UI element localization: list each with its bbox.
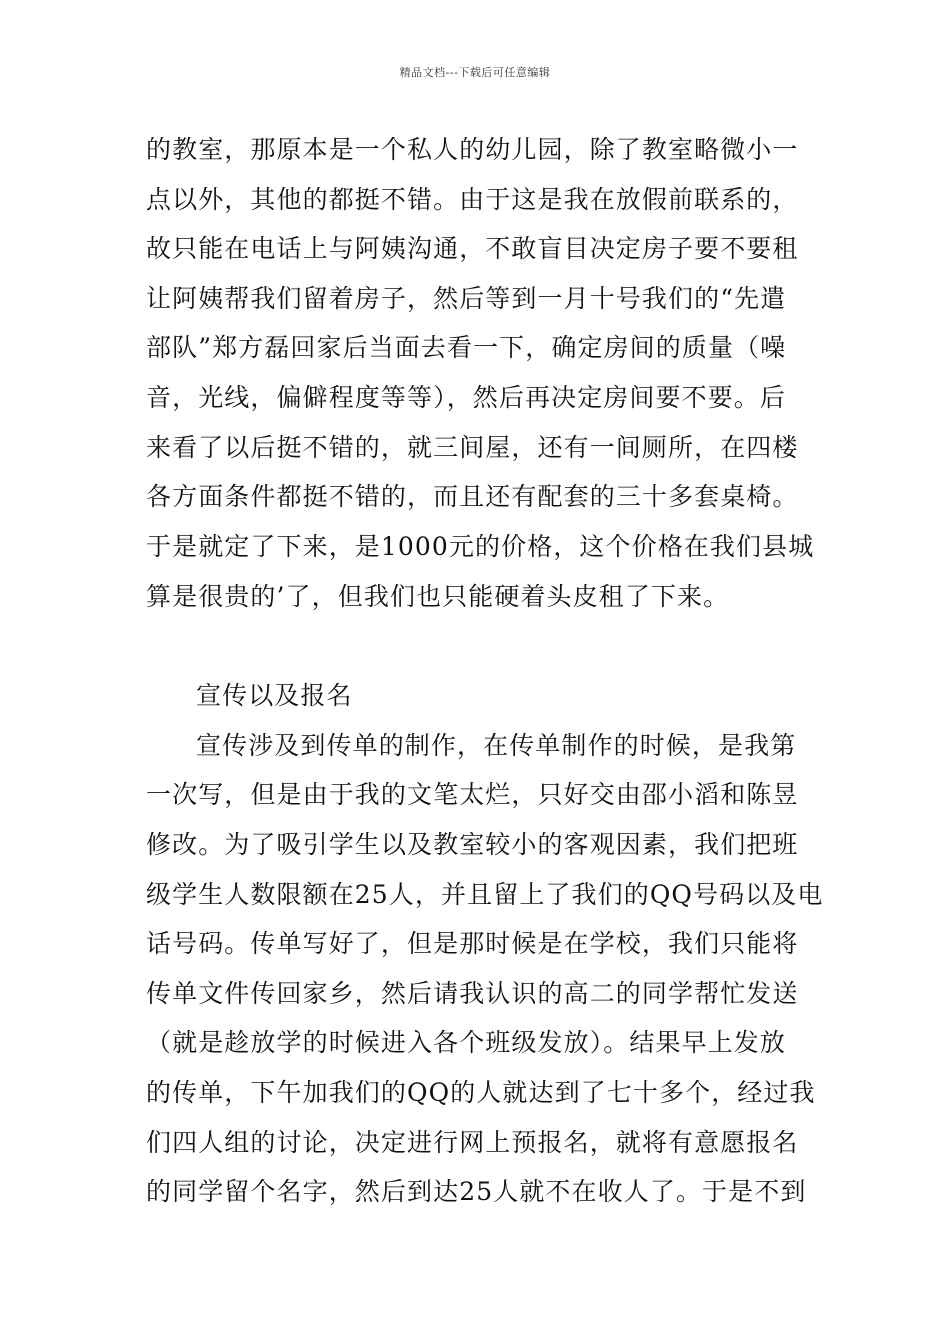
text-line: 来看了以后挺不错的，就三间屋，还有一间厕所，在四楼 [146, 433, 799, 462]
text-line: 宣传涉及到传单的制作，在传单制作的时候，是我第 [196, 731, 797, 760]
section-heading: 宣传以及报名 [196, 681, 353, 710]
text-line: （就是趁放学的时候进入各个班级发放）。结果早上发放 [146, 1028, 787, 1057]
text-line: 于是就定了下来，是1000元的价格，这个价格在我们县城 [146, 532, 815, 561]
text-line: 修改。为了吸引学生以及教室较小的客观因素，我们把班 [146, 830, 799, 859]
text-line: 们四人组的讨论，决定进行网上预报名，就将有意愿报名 [146, 1128, 799, 1157]
text-line: 部队”郑方磊回家后当面去看一下，确定房间的质量（噪 [146, 333, 787, 362]
text-line: 话号码。传单写好了，但是那时候是在学校，我们只能将 [146, 929, 799, 958]
text-line: 让阿姨帮我们留着房子，然后等到一月十号我们的“先遣 [146, 284, 787, 313]
text-line: 各方面条件都挺不错的，而且还有配套的三十多套桌椅。 [146, 482, 799, 511]
text-line: 算是很贵的’了，但我们也只能硬着头皮租了下来。 [146, 582, 730, 611]
text-line: 点以外，其他的都挺不错。由于这是我在放假前联系的， [146, 185, 799, 214]
text-line: 传单文件传回家乡，然后请我认识的高二的同学帮忙发送 [146, 979, 799, 1008]
text-line: 的传单，下午加我们的QQ的人就达到了七十多个，经过我 [146, 1078, 816, 1107]
text-line: 故只能在电话上与阿姨沟通，不敢盲目决定房子要不要租 [146, 234, 799, 263]
text-line: 一次写，但是由于我的文笔太烂，只好交由邵小滔和陈昱 [146, 780, 799, 809]
text-line: 的教室，那原本是一个私人的幼儿园，除了教室略微小一 [146, 135, 799, 164]
text-line: 音，光线，偏僻程度等等），然后再决定房间要不要。后 [146, 383, 787, 412]
text-line: 的同学留个名字，然后到达25人就不在收人了。于是不到 [146, 1177, 807, 1206]
page-header: 精品文档---下载后可任意编辑 [399, 66, 551, 79]
text-line: 级学生人数限额在25人，并且留上了我们的QQ号码以及电 [146, 880, 824, 909]
